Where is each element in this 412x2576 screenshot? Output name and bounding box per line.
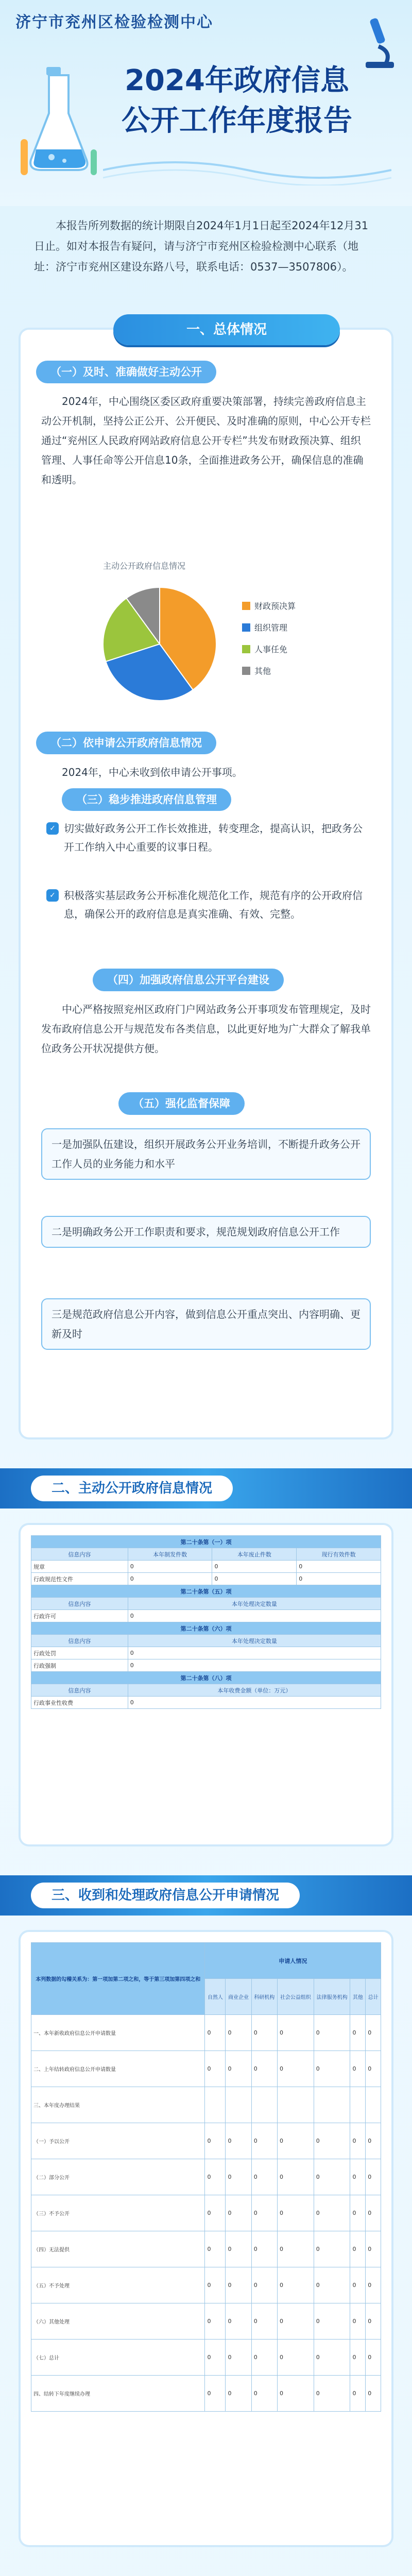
table-cell: 0 (226, 2123, 251, 2159)
table-cell: （六）其他处理 (31, 2303, 205, 2340)
table-row (31, 2015, 381, 2051)
table-cell: 0 (205, 2051, 226, 2087)
table-cell: （七）总计 (31, 2340, 205, 2376)
report-title (93, 61, 381, 141)
table-row (31, 2195, 381, 2231)
table-cell: 0 (366, 2267, 381, 2303)
table-cell: 0 (226, 2376, 251, 2412)
table-cell: 0 (277, 2303, 314, 2340)
table-cell: 0 (350, 2376, 366, 2412)
table-cell: 0 (226, 2231, 251, 2267)
overview-card (21, 322, 391, 1437)
table-group-header (31, 1622, 381, 1635)
table-cell: 0 (128, 1659, 381, 1672)
table-cell: 0 (366, 2195, 381, 2231)
management-bullet-2-text: 积极落实基层政务公开标准化规范化工作，规范有序的公开政府信息，确保公开的政府信息是真实准确、有效、完整。 (64, 889, 363, 920)
applications-table (31, 1942, 381, 2412)
proactive-disclosure-table (31, 1535, 381, 1709)
table-cell: 0 (205, 2340, 226, 2376)
table-header-row (31, 1943, 381, 1979)
subheading-proactive: （一）及时、准确做好主动公开 (36, 361, 216, 383)
management-bullet-1-text: 切实做好政务公开工作长效推进，转变理念，提高认识，把政务公开工作纳入中心重要的议事日程。 (64, 822, 363, 853)
lab-lines-decoration (103, 155, 391, 185)
table-cell: 0 (277, 2051, 314, 2087)
table-cell (226, 2087, 251, 2123)
table-cell: 0 (205, 2195, 226, 2231)
table-cell: 0 (314, 2303, 350, 2340)
legend-swatch (242, 623, 250, 632)
table-row (31, 2123, 381, 2159)
table-cell: 0 (251, 2195, 277, 2231)
table-cell: 行政处罚 (31, 1647, 128, 1659)
supervision-box-1: 一是加强队伍建设，组织开展政务公开业务培训，不断提升政务公开工作人员的业务能力和水平 (41, 1128, 371, 1180)
table-row (31, 1573, 381, 1585)
table-header-note: 本列数据的勾稽关系为：第一项加第二项之和，等于第三项加第四项之和 (31, 1943, 205, 2015)
table-cell: 0 (277, 2340, 314, 2376)
table-column-header: 自然人 (205, 1979, 226, 2015)
table-column-header: 本年废止件数 (212, 1548, 297, 1561)
table-cell (314, 2087, 350, 2123)
table-cell: 0 (350, 2159, 366, 2195)
table-cell: 0 (350, 2123, 366, 2159)
table-cell: 0 (128, 1561, 212, 1573)
table-cell: 0 (251, 2303, 277, 2340)
table-row (31, 2087, 381, 2123)
microscope-illustration-icon (355, 15, 402, 72)
table-cell: 0 (205, 2303, 226, 2340)
proactive-paragraph: 2024年，中心围绕区委区政府重要决策部署，持续完善政府信息主动公开机制，坚持公正公开、公开便民、及时准确的原则，中心公开专栏通过“兖州区人民政府网站政府信息公开专栏”共发布财政预决算、组织管理、人事任命等公开信息10条，全面推进政务公开，确保信息的准确和透明。 (41, 395, 371, 486)
table-cell: 0 (226, 2015, 251, 2051)
table-row (31, 2267, 381, 2303)
table-cell: 0 (314, 2195, 350, 2231)
subheading-supervision: （五）强化监督保障 (118, 1092, 245, 1115)
table-cell: 0 (314, 2267, 350, 2303)
table-column-header: 本年制发件数 (128, 1548, 212, 1561)
table-row (31, 2303, 381, 2340)
table-column-header: 商业企业 (226, 1979, 251, 2015)
table-header-row (31, 1598, 381, 1610)
table-column-header: 总计 (366, 1979, 381, 2015)
table-group-title: 第二十条第（六）项 (31, 1622, 381, 1635)
table-cell: 0 (314, 2051, 350, 2087)
table-cell: 0 (366, 2123, 381, 2159)
table-cell (350, 2087, 366, 2123)
table-row (31, 2340, 381, 2376)
subheading-application: （二）依申请公开政府信息情况 (36, 732, 216, 754)
report-hero (0, 0, 412, 206)
table-group-header (31, 1585, 381, 1598)
table-cell: 0 (366, 2015, 381, 2051)
legend-label: 其他 (254, 666, 271, 676)
table-column-header: 本年收费金额（单位：万元） (128, 1684, 381, 1697)
table-cell: 0 (350, 2267, 366, 2303)
table-row (31, 1697, 381, 1709)
table-group-header (31, 1672, 381, 1684)
table-column-header: 本年处理决定数量 (128, 1598, 381, 1610)
table-row (31, 2376, 381, 2412)
table-cell: （五）不予处理 (31, 2267, 205, 2303)
table-cell: （二）部分公开 (31, 2159, 205, 2195)
table-header-row (31, 1684, 381, 1697)
table-cell: 0 (251, 2267, 277, 2303)
table-cell: 行政强制 (31, 1659, 128, 1672)
table-cell: 0 (314, 2015, 350, 2051)
table-cell: 0 (277, 2267, 314, 2303)
table-cell: 0 (205, 2159, 226, 2195)
table-column-header: 信息内容 (31, 1548, 128, 1561)
table-cell: 四、结转下年度继续办理 (31, 2376, 205, 2412)
table-cell: 0 (366, 2376, 381, 2412)
table-cell: 0 (277, 2195, 314, 2231)
table-cell: 行政许可 (31, 1610, 128, 1622)
section-title-applications: 三、收到和处理政府信息公开申请情况 (31, 1883, 300, 1908)
table-column-header: 社会公益组织 (277, 1979, 314, 2015)
table-cell: 0 (314, 2231, 350, 2267)
table-cell: 0 (314, 2376, 350, 2412)
table-row (31, 1561, 381, 1573)
table-cell: 一、本年新收政府信息公开申请数量 (31, 2015, 205, 2051)
table-column-header: 现行有效件数 (297, 1548, 381, 1561)
table-column-header: 法律服务机构 (314, 1979, 350, 2015)
table-cell: 0 (205, 2267, 226, 2303)
table-cell: 0 (297, 1573, 381, 1585)
table-cell (366, 2087, 381, 2123)
table-cell: 0 (366, 2051, 381, 2087)
section-title-proactive: 二、主动公开政府信息情况 (31, 1476, 233, 1501)
table-cell: 二、上年结转政府信息公开申请数量 (31, 2051, 205, 2087)
table-cell: 0 (314, 2123, 350, 2159)
chart-title: 主动公开政府信息情况 (103, 561, 186, 571)
table-cell: 规章 (31, 1561, 128, 1573)
table-cell: 0 (277, 2159, 314, 2195)
table-column-header: 信息内容 (31, 1598, 128, 1610)
table-cell: 0 (314, 2340, 350, 2376)
legend-swatch (242, 667, 250, 675)
table-cell: （三）不予公开 (31, 2195, 205, 2231)
table-cell: 0 (226, 2159, 251, 2195)
table-cell: 0 (366, 2303, 381, 2340)
table-cell: 0 (205, 2015, 226, 2051)
management-bullet-2 (46, 886, 366, 923)
table-cell: 0 (277, 2123, 314, 2159)
table-cell: 0 (226, 2267, 251, 2303)
table-cell: 0 (366, 2340, 381, 2376)
table-row (31, 1659, 381, 1672)
table-cell: 0 (297, 1561, 381, 1573)
application-paragraph: 2024年，中心未收到依申请公开事项。 (62, 766, 243, 778)
table-header-row (31, 1635, 381, 1647)
table-cell (205, 2087, 226, 2123)
table-cell: 0 (277, 2231, 314, 2267)
proactive-table-card (21, 1525, 391, 1844)
table-cell: （一）予以公开 (31, 2123, 205, 2159)
table-cell: 0 (350, 2231, 366, 2267)
table-cell: 0 (366, 2231, 381, 2267)
table-cell: 0 (277, 2376, 314, 2412)
legend-swatch (242, 602, 250, 610)
table-cell: 0 (251, 2051, 277, 2087)
applications-table-card (21, 1932, 391, 2545)
table-cell: （四）无法提供 (31, 2231, 205, 2267)
table-cell: 0 (128, 1697, 381, 1709)
section-title-overview: 一、总体情况 (113, 314, 340, 345)
table-group-title: 第二十条第（八）项 (31, 1672, 381, 1684)
table-group-header (31, 1536, 381, 1548)
table-group-title: 第二十条第（五）项 (31, 1585, 381, 1598)
table-group-title: 第二十条第（一）项 (31, 1536, 381, 1548)
table-header-row (31, 1548, 381, 1561)
table-row (31, 2051, 381, 2087)
table-cell: 0 (205, 2376, 226, 2412)
supervision-box-2: 二是明确政务公开工作职责和要求，规范规划政府信息公开工作 (41, 1216, 371, 1248)
management-bullet-1 (46, 819, 366, 856)
table-cell: 0 (251, 2015, 277, 2051)
platform-paragraph: 中心严格按照兖州区政府门户网站政务公开事项发布管理规定，及时发布政府信息公开与规范发布各类信息，以此更好地为广大群众了解我单位政务公开状况提供方便。 (41, 1003, 371, 1055)
org-name: 济宁市兖州区检验检测中心 (15, 13, 213, 31)
legend-label: 人事任免 (254, 645, 288, 654)
section-band-proactive (0, 1468, 412, 1509)
table-row (31, 1647, 381, 1659)
flask-illustration-icon (21, 62, 98, 180)
table-row (31, 2159, 381, 2195)
supervision-box-3: 三是规范政府信息公开内容，做到信息公开重点突出、内容明确、更新及时 (41, 1298, 371, 1350)
table-cell: 0 (251, 2159, 277, 2195)
table-cell: 0 (212, 1561, 297, 1573)
proactive-pie-chart (98, 577, 314, 711)
table-cell (277, 2087, 314, 2123)
table-cell: 0 (226, 2303, 251, 2340)
table-cell (251, 2087, 277, 2123)
table-cell: 0 (350, 2303, 366, 2340)
table-row (31, 2231, 381, 2267)
table-cell: 0 (277, 2015, 314, 2051)
legend-label: 组织管理 (254, 623, 288, 633)
table-cell: 0 (350, 2340, 366, 2376)
subheading-platform: （四）加强政府信息公开平台建设 (93, 969, 284, 991)
table-cell: 0 (251, 2231, 277, 2267)
table-cell: 0 (205, 2231, 226, 2267)
table-cell: 0 (350, 2015, 366, 2051)
section-band-applications (0, 1875, 412, 1916)
table-cell: 0 (205, 2123, 226, 2159)
report-title-line2: 公开工作年度报告 (122, 104, 352, 138)
bullet-marker-1: ✓ (46, 822, 59, 835)
subheading-management: （三）稳步推进政府信息管理 (62, 788, 231, 811)
table-column-header: 其他 (350, 1979, 366, 2015)
table-cell: 0 (128, 1610, 381, 1622)
report-title-line1: 2024年政府信息 (125, 64, 349, 97)
table-cell: 0 (350, 2051, 366, 2087)
table-row (31, 1610, 381, 1622)
table-cell: 0 (251, 2376, 277, 2412)
table-cell: 0 (226, 2195, 251, 2231)
report-intro: 本报告所列数据的统计期限自2024年1月1日起至2024年12月31日止。如对本报告有疑问，请与济宁市兖州区检验检测中心联系（地址：济宁市兖州区建设东路八号，联系电话：0537—3507806）。 (34, 219, 369, 273)
legend-label: 财政预决算 (254, 601, 296, 611)
table-header-applicant: 申请人情况 (205, 1943, 381, 1979)
table-cell: 0 (128, 1647, 381, 1659)
table-cell: 0 (251, 2340, 277, 2376)
table-cell: 0 (128, 1573, 212, 1585)
table-cell: 三、本年度办理结果 (31, 2087, 205, 2123)
table-column-header: 本年处理决定数量 (128, 1635, 381, 1647)
legend-swatch (242, 645, 250, 653)
table-cell: 0 (350, 2195, 366, 2231)
table-cell: 0 (212, 1573, 297, 1585)
table-cell: 0 (226, 2051, 251, 2087)
table-cell: 0 (314, 2159, 350, 2195)
table-column-header: 科研机构 (251, 1979, 277, 2015)
table-cell: 行政事业性收费 (31, 1697, 128, 1709)
bullet-marker-2: ✓ (46, 889, 59, 902)
table-cell: 0 (366, 2159, 381, 2195)
table-column-header: 信息内容 (31, 1635, 128, 1647)
table-cell: 0 (251, 2123, 277, 2159)
table-cell: 行政规范性文件 (31, 1573, 128, 1585)
table-cell: 0 (226, 2340, 251, 2376)
table-column-header: 信息内容 (31, 1684, 128, 1697)
